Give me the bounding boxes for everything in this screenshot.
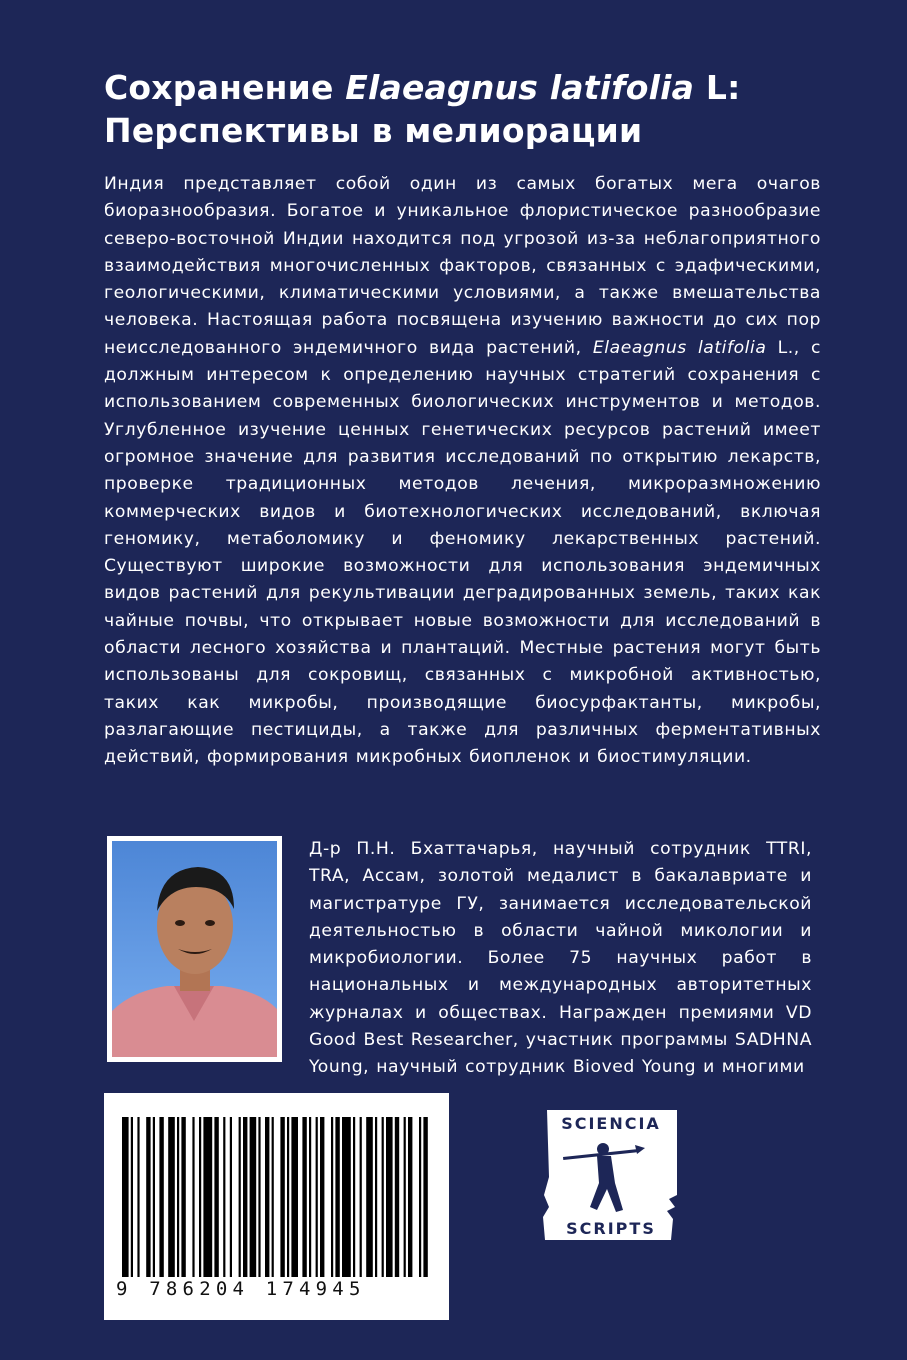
barcode-bar	[131, 1117, 133, 1277]
barcode-bar	[272, 1117, 274, 1277]
author-bio: Д-р П.Н. Бхаттачарья, научный сотрудник TTRI, TRA, Ассам, золотой медалист в бакалавриате и магистратуре ГУ, занимается исследовательской деятельностью в области чайной микологии и микробиологии. Более 75 научных работ в национальных и международных авторитетных журналах и обществах. Награжден премиями VD Good Best Researcher, участник программы SADHNA Young, научный сотрудник Bioved Young и многими	[309, 839, 812, 1078]
abstract-species-name: Elaeagnus latifolia	[592, 337, 767, 358]
title-species-name: Elaeagnus latifolia	[345, 68, 695, 107]
barcode-bar	[342, 1117, 351, 1277]
barcode-bar	[320, 1117, 324, 1277]
barcode-bar	[122, 1117, 129, 1277]
publisher-name-top: SCIENCIA	[561, 1114, 661, 1133]
isbn-number: 9 786204 174945	[116, 1278, 366, 1300]
barcode-bar	[366, 1117, 373, 1277]
barcode-bar	[168, 1117, 175, 1277]
barcode-bar	[258, 1117, 260, 1277]
abstract-text	[104, 171, 821, 772]
barcode-bar	[316, 1117, 318, 1277]
barcode-bar	[159, 1117, 163, 1277]
barcode-bar	[335, 1117, 339, 1277]
barcode-bars	[122, 1117, 431, 1277]
barcode-bar	[153, 1117, 155, 1277]
title-text-b: L:	[694, 68, 741, 107]
barcode-bar	[214, 1117, 218, 1277]
title-text-a: Сохранение	[104, 68, 346, 107]
publisher-logo	[541, 1107, 681, 1243]
barcode-bar	[181, 1117, 185, 1277]
barcode-bar	[302, 1117, 306, 1277]
book-title	[104, 66, 824, 152]
barcode-bar	[265, 1117, 269, 1277]
barcode-bar	[146, 1117, 150, 1277]
barcode-bar	[309, 1117, 311, 1277]
barcode-bar	[375, 1117, 377, 1277]
barcode-bar	[239, 1117, 241, 1277]
barcode-bar	[386, 1117, 393, 1277]
publisher-name-bottom: SCRIPTS	[566, 1219, 656, 1238]
barcode-bar	[360, 1117, 362, 1277]
title-line-1	[104, 66, 824, 109]
barcode-bar	[243, 1117, 247, 1277]
barcode-bar	[423, 1117, 427, 1277]
barcode-bar	[382, 1117, 384, 1277]
abstract-part-2: L., с должным интересом к определению научных стратегий сохранения с использованием современных биологических инструментов и методов. Углубленное изучение ценных генетических ресурсов растений имеет огромное значение для развития исследований по открытию лекарств, проверке традиционных методов лечения, микроразмножению коммерческих видов и биотехнологических исследований, включая геномику, метаболомику и феномику лекарственных растений. Существуют широкие возможности для использования эндемичных видов растений для рекультивации деградированных земель, таких как чайные почвы, что открывает новые возможности для исследований в области лесного хозяйства и плантаций. Местные растения могут быть использованы для сокровищ, связанных с микробной активностью, таких как микробы, производящие биосурфактанты, микробы, разлагающие пестициды, а также для различных ферментативных действий, формирования микробных биопленок и биостимуляции.	[104, 337, 822, 768]
barcode-bar	[291, 1117, 298, 1277]
barcode-bar	[280, 1117, 284, 1277]
barcode	[104, 1093, 449, 1320]
barcode-bar	[331, 1117, 333, 1277]
author-photo	[107, 836, 282, 1062]
barcode-bar	[404, 1117, 406, 1277]
barcode-bar	[137, 1117, 139, 1277]
barcode-bar	[203, 1117, 212, 1277]
barcode-bar	[199, 1117, 201, 1277]
barcode-bar	[287, 1117, 289, 1277]
barcode-bar	[230, 1117, 232, 1277]
barcode-bar	[223, 1117, 225, 1277]
title-line-2: Перспективы в мелиорации	[104, 111, 643, 150]
barcode-bar	[395, 1117, 399, 1277]
abstract-part-1: Индия представляет собой один из самых богатых мега очагов биоразнообразия. Богатое и уникальное флористическое разнообразие северо-восточной Индии находится под угрозой из-за неблагоприятного взаимодействия многочисленных факторов, связанных с эдафическими, геологическими, климатическими условиями, а также вмешательства человека. Настоящая работа посвящена изучению важности до сих пор неисследованного эндемичного вида растений,	[104, 174, 821, 358]
barcode-bar	[408, 1117, 412, 1277]
barcode-bar	[419, 1117, 421, 1277]
barcode-bar	[177, 1117, 179, 1277]
barcode-bar	[192, 1117, 194, 1277]
barcode-bar	[353, 1117, 355, 1277]
barcode-bar	[250, 1117, 257, 1277]
